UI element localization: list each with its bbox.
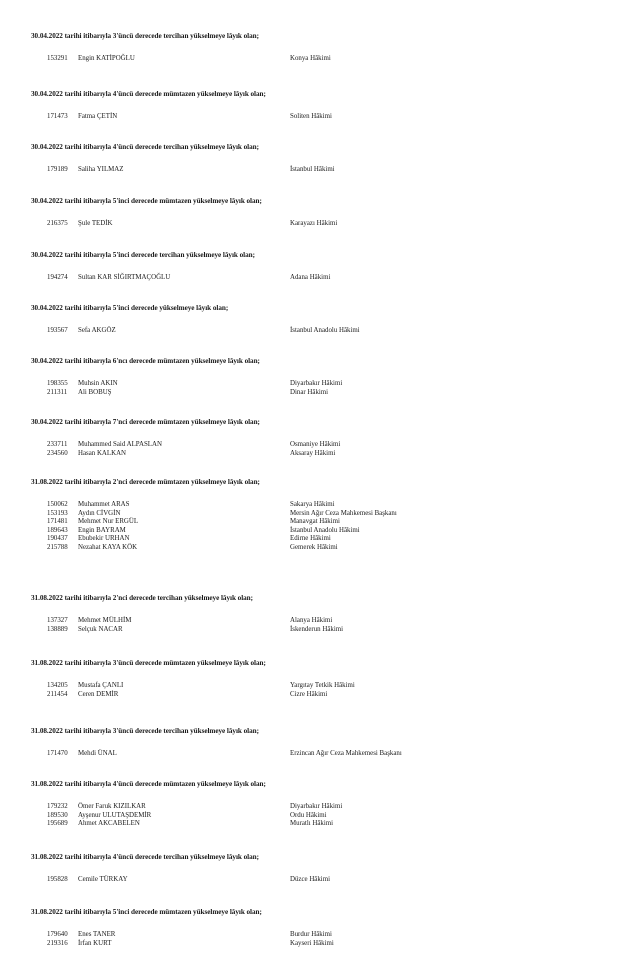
court-title: Edirne Hâkimi xyxy=(290,535,331,543)
court-title: Erzincan Ağır Ceza Mahkemesi Başkanı xyxy=(290,750,402,757)
judge-name: Mustafa ÇANLI xyxy=(78,682,124,689)
section-heading: 30.04.2022 tarihi itibarıyla 6'ncı derecede mümtazen yükselmeye lâyık olan; xyxy=(31,357,260,365)
registry-number: 179640 xyxy=(47,931,68,938)
court-title: Mersin Ağır Ceza Mahkemesi Başkanı xyxy=(290,509,397,517)
entry-row xyxy=(0,750,640,759)
section-heading: 30.04.2022 tarihi itibarıyla 4'üncü derecede tercihan yükselmeye lâyık olan; xyxy=(31,143,259,151)
court-title: Kayseri Hâkimi xyxy=(290,939,334,947)
entry-row xyxy=(0,55,640,64)
section-heading: 30.04.2022 tarihi itibarıyla 5'inci derecede yükselmeye lâyık olan; xyxy=(31,304,229,312)
judge-name: Mehmet Nur ERGÜL xyxy=(78,518,139,526)
entry-row xyxy=(0,940,640,949)
court-title: Burdur Hâkimi xyxy=(290,931,332,938)
judge-name: Ebubekir URHAN xyxy=(78,535,130,543)
section-heading: 31.08.2022 tarihi itibarıyla 5'inci derecede mümtazen yükselmeye lâyık olan; xyxy=(31,908,262,916)
court-title: Alanya Hâkimi xyxy=(290,617,333,624)
entry-row xyxy=(0,876,640,885)
judge-name: Mehmet MÜLHİM xyxy=(78,617,132,624)
entry-row xyxy=(0,274,640,283)
registry-number: 215788 xyxy=(47,544,68,551)
section-heading: 30.04.2022 tarihi itibarıyla 5'inci derecede tercihan yükselmeye lâyık olan; xyxy=(31,251,255,259)
court-title: Soliten Hâkimi xyxy=(290,113,332,120)
court-title: Osmaniye Hâkimi xyxy=(290,441,341,448)
judge-name: Aydın CİVGİN xyxy=(78,509,121,517)
court-title: İskenderun Hâkimi xyxy=(290,625,344,633)
section-heading: 31.08.2022 tarihi itibarıyla 2'nci derecede tercihan yükselmeye lâyık olan; xyxy=(31,594,253,602)
section-heading: 31.08.2022 tarihi itibarıyla 3'üncü derecede mümtazen yükselmeye lâyık olan; xyxy=(31,659,266,667)
section-heading: 31.08.2022 tarihi itibarıyla 4'üncü derecede mümtazen yükselmeye lâyık olan; xyxy=(31,780,266,788)
registry-number: 195689 xyxy=(47,820,68,828)
court-title: Muratlı Hâkimi xyxy=(290,820,334,828)
registry-number: 219316 xyxy=(47,939,68,947)
entry-row xyxy=(0,626,640,635)
court-title: Adana Hâkimi xyxy=(290,274,331,281)
registry-number: 211454 xyxy=(47,690,68,698)
court-title: Aksaray Hâkimi xyxy=(290,449,336,457)
entry-row xyxy=(0,820,640,829)
registry-number: 134205 xyxy=(47,682,68,689)
court-title: Manavgat Hâkimi xyxy=(290,518,340,526)
registry-number: 150062 xyxy=(47,501,68,508)
section-heading: 30.04.2022 tarihi itibarıyla 3'üncü derecede tercihan yükselmeye lâyık olan; xyxy=(31,32,259,40)
judge-name: Ali BOBUŞ xyxy=(78,388,112,396)
court-title: İstanbul Anadolu Hâkimi xyxy=(290,526,360,534)
court-title: Yargıtay Tetkik Hâkimi xyxy=(290,682,355,689)
registry-number: 179189 xyxy=(47,166,68,173)
registry-number: 171481 xyxy=(47,518,68,526)
registry-number: 138889 xyxy=(47,625,68,633)
registry-number: 234560 xyxy=(47,449,68,457)
registry-number: 233711 xyxy=(47,441,68,448)
registry-number: 171470 xyxy=(47,750,68,757)
court-title: İstanbul Hâkimi xyxy=(290,166,335,173)
judge-name: Muhsin AKIN xyxy=(78,380,118,387)
judge-name: Hasan KALKAN xyxy=(78,449,127,457)
entry-row xyxy=(0,450,640,459)
judge-name: Ayşenur ULUTAŞDEMİR xyxy=(78,811,152,819)
entry-row xyxy=(0,113,640,122)
court-title: Cizre Hâkimi xyxy=(290,690,328,698)
judge-name: Şule TEDİK xyxy=(78,220,113,227)
judge-name: Engin KATİPOĞLU xyxy=(78,55,135,62)
section-heading: 31.08.2022 tarihi itibarıyla 4'üncü derecede tercihan yükselmeye lâyık olan; xyxy=(31,853,259,861)
registry-number: 189643 xyxy=(47,526,68,534)
section-heading: 30.04.2022 tarihi itibarıyla 4'üncü derecede mümtazen yükselmeye lâyık olan; xyxy=(31,90,266,98)
judge-name: Selçuk NACAR xyxy=(78,625,123,633)
court-title: Sakarya Hâkimi xyxy=(290,501,335,508)
judge-name: Sultan KAR SİĞIRTMAÇOĞLU xyxy=(78,274,171,281)
judge-name: Ömer Faruk KIZILKAR xyxy=(78,803,146,810)
registry-number: 194274 xyxy=(47,274,68,281)
judge-name: Ahmet AKCABELEN xyxy=(78,820,140,828)
registry-number: 216375 xyxy=(47,220,68,227)
judge-name: Ceren DEMİR xyxy=(78,690,119,698)
entry-row xyxy=(0,544,640,553)
entry-row xyxy=(0,166,640,175)
entry-row xyxy=(0,327,640,336)
court-title: Karayazı Hâkimi xyxy=(290,220,338,227)
court-title: Gemerek Hâkimi xyxy=(290,544,338,551)
judge-name: Nezahat KAYA KÖK xyxy=(78,544,138,551)
registry-number: 153193 xyxy=(47,509,68,517)
entry-row xyxy=(0,220,640,229)
judge-name: Muhammed Said ALPASLAN xyxy=(78,441,162,448)
registry-number: 198355 xyxy=(47,380,68,387)
registry-number: 171473 xyxy=(47,113,68,120)
court-title: Diyarbakır Hâkimi xyxy=(290,380,343,387)
judge-name: Mehdi ÜNAL xyxy=(78,750,117,757)
judge-name: Muhammet ARAS xyxy=(78,501,130,508)
entry-row xyxy=(0,691,640,700)
judge-name: Enes TANER xyxy=(78,931,116,938)
section-heading: 30.04.2022 tarihi itibarıyla 7'nci derecede mümtazen yükselmeye lâyık olan; xyxy=(31,418,260,426)
section-heading: 30.04.2022 tarihi itibarıyla 5'inci derecede mümtazen yükselmeye lâyık olan; xyxy=(31,197,262,205)
section-heading: 31.08.2022 tarihi itibarıyla 2'nci derecede mümtazen yükselmeye lâyık olan; xyxy=(31,478,260,486)
court-title: Diyarbakır Hâkimi xyxy=(290,803,343,810)
court-title: Konya Hâkimi xyxy=(290,55,331,62)
registry-number: 193567 xyxy=(47,327,68,334)
judge-name: Cemile TÜRKAY xyxy=(78,876,128,883)
registry-number: 195828 xyxy=(47,876,68,883)
section-heading: 31.08.2022 tarihi itibarıyla 3'üncü derecede tercihan yükselmeye lâyık olan; xyxy=(31,727,259,735)
registry-number: 137327 xyxy=(47,617,68,624)
registry-number: 179232 xyxy=(47,803,68,810)
court-title: İstanbul Anadolu Hâkimi xyxy=(290,327,360,334)
judge-name: Sefa AKGÖZ xyxy=(78,327,116,334)
registry-number: 190437 xyxy=(47,535,68,543)
registry-number: 211311 xyxy=(47,388,68,396)
registry-number: 189530 xyxy=(47,811,68,819)
registry-number: 153291 xyxy=(47,55,68,62)
entry-row xyxy=(0,389,640,398)
judge-name: Saliha YILMAZ xyxy=(78,166,124,173)
judge-name: Engin BAYRAM xyxy=(78,526,126,534)
court-title: Dinar Hâkimi xyxy=(290,388,329,396)
court-title: Ordu Hâkimi xyxy=(290,811,327,819)
judge-name: İrfan KURT xyxy=(78,939,112,947)
judge-name: Fatma ÇETİN xyxy=(78,113,118,120)
court-title: Düzce Hâkimi xyxy=(290,876,330,883)
